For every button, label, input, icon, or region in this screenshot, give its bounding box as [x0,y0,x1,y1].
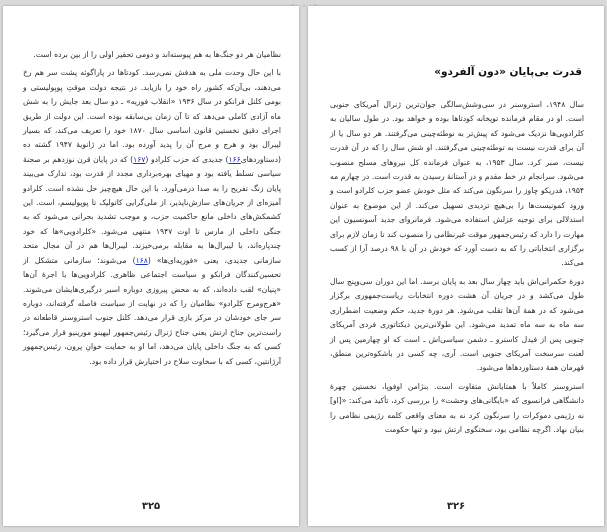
paragraph-text: با این حال وحدت ملی به هدفش نمی‌رسد. کودتاها در پاراگوئه پشت سر هم رخ می‌دهند، بی‌آن‌که کشور راه خود را بازیابد. در نتیجه دولت موقتِ پوپولیستی و بومی کلنل فرانکو در سال ۱۹۳۶ «انقلاب فوریه» ـ دو سال بعد جایش را به شش ماه آزادی کاملی می‌دهد که تا آن زمان بی‌سابقه بوده است. این دولت از طریق اجرای دقیق نخستین قانون اساسی سال ۱۸۷۰ خود را تعریف می‌کند، که بسیار لیبرال بود و هرج و مرج آن را پدید آورده بود. اما در ژانویهٔ ۱۹۴۷ گشته ده (دستاوردهای [23,68,281,164]
page-body [330,98,584,441]
section-heading: قدرت بی‌پایان «دون آلفردو» [434,66,582,78]
paragraph: نظامیان هر دو جنگ‌ها به هم پیوسته‌اند و دومی تحقیر اولی را از بین برده است. [33,50,281,59]
footnote-link[interactable]: ۱۶۷ [133,154,146,164]
page-body [23,48,281,373]
book-page-right [308,6,604,526]
footnote-link[interactable]: ۱۶۶ [228,154,241,164]
paragraph-text: ) جدیدی که حزب کلرادو ( [145,154,229,164]
paragraph [23,66,281,369]
paragraph: دورهٔ حکمرانی‌اش باید چهار سال بعد به پایان برسد. اما این دوران سی‌وپنج سال طول می‌کشد و در جریان آن هشت دوره انتخابات ریاست‌جمهوری برگزار می‌شود که در همهٔ آن‌ها تقلب می‌شود. هر دورهٔ جدید، حکم وضعیت اضطراری سه ماه به سه ماه تمدید می‌شود. این طولانی‌ترین دیکتاتوری فردی آمریکای جنوبی پس از فیدل کاسترو ـ دشمن سیاسی‌اش ـ است که او چهارمین پس از لعنت سرسخت آمریکای جنوبی است. آری، چه کسی در باشکوه‌ترین منطق، قهرمان همهٔ دستاوردها‌ها می‌شود. [330,276,584,373]
paragraph: سال ۱۹۴۸، استروسنر در سی‌وشش‌سالگی جوان‌ترین ژنرال آمریکای جنوبی است. او در مقام فرمانده توپخانه کودتاها بوده و خواهد بود. در طول سالیان به کلرادویی‌ها نزدیک می‌شود که پیش‌تر به نوطئه‌چینی می‌گرفتند. هر دو سال یا از آن برای قدرت نیست به توطئه‌چینی می‌گرفتند. او شش سال را که در آن قدرت نیست، صبر کرد. سال ۱۹۵۳، به عنوان فرمانده کل نیروهای مسلح منصوب می‌شود. سرانجام در خط مقدم و در آستانهٔ رسیدن به قدرت است. در چهارم مه ۱۹۵۴، فدریکو چاوز را سرنگون می‌کند که مثل خودش عضو حزب کلرادو است و ورود کمونیست‌ها را بی‌هیچ تردیدی تسهیل می‌کند. از این موضوع به عنوان استدلالی برای توجیه عزلش استفاده می‌شود. فرمانروای جدید آسونسیون این مهارت را دارد که رئیس‌جمهور موقت غیرنظامی را منصوب کند تا زمان لازم برای برگزاری انتخاباتی را که به دست آورد که خودش در آن با ۹۸ درصد آرا از کسب می‌کند. [330,100,585,268]
indicator-dot [302,4,305,7]
footnote-link[interactable]: ۱۶۸ [135,255,148,265]
book-page-left [3,6,299,526]
paragraph-text: ) که در پایان قرن نوزدهم بر صحنهٔ سیاسی تسلط یافته بود و مهیای بهره‌برداری مجدد از قدرت بود، تدارک می‌بیند پایان زنگ تفریح را به صدا درمی‌آورد. با این حال هیچ‌چیز حل نشده است. کلرادو آمیزه‌ای از جریان‌های سازش‌ناپذیر، از ملی‌گرایی کاتولیک تا پوپولیسم، است. این کشمکش‌های داخلی مانع حاکمیت حزب، و موجب تشدید بحرانی می‌شود که به جنگی داخلی از مارس تا اوت ۱۹۴۷ منتهی می‌شود. «کلرادویی»ها که خود چندپاره‌اند، با لیبرال‌ها به مقابله برمی‌خیزند. لیبرال‌ها هم در آن مجال متحد سازمانی جدیدی، یعنی «فوریه‌ای‌ها» ( [23,154,281,265]
page-number: ۳۲۵ [141,501,161,512]
page-number: ۳۲۶ [446,501,466,512]
paragraph-text: ) می‌شوند؛ سازمانی متشکل از تحسین‌کنندگان فرانکو و سیاست اجتماعی ظاهری. کلرادویی‌ها با اجرهٔ آن‌ها «پنیان» لقب داده‌اند، که به محض پیروزی دوباره اسیر درگیری‌هایشان می‌شوند. «هرج‌ومرج کلرادو» نظامیان را که در نهایت از سیاست فاصله گرفته‌اند، دوباره سر جای خودشان در مرکز بازی قرار می‌دهد. کلنل جنوب استروسنر قاطعانه در راست‌ترین جناح ارتش یعنی جناح ژنرال رئیس‌جمهور لیهینو مورینیو قرار می‌گیرد؛ کسی که به جنگ داخلی پایان می‌دهد، اما او به حمایت خوانِ پرون، رئیس‌جمهور آرژانتین، کسی که با سخاوت سلاح در اختیارش قرار داده بود. [23,255,281,366]
paragraph: استروسنر کاملاً با همتایانش متفاوت است. بنژامن اوفوپا، نخستین چهرهٔ دانشگاهی فرانسوی که «بایگانی‌های وحشت» را بررسی کرد، تأکید می‌کند: «[او] نه رژیمی دموکرات را سرنگون کرد نه به معنای واقعی کلمه رژیمی نظامی را بنیان نهاد. اگرچه نظامی بود، سختگوی ارتش نبود و تنها حکومت [330,381,584,434]
